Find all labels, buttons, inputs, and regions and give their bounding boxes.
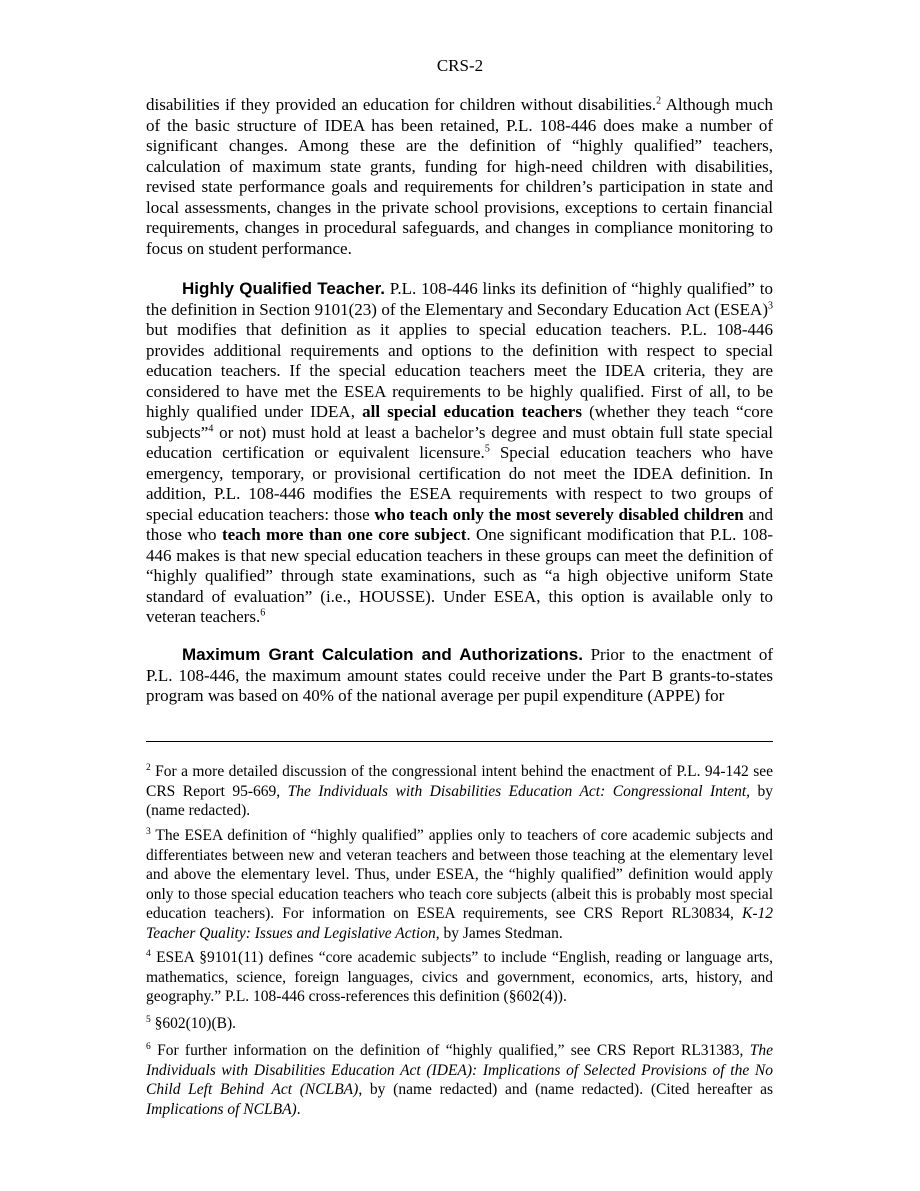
footnote-text: , by James Stedman. [435,924,563,942]
report-title: K-12 Teacher Quality: Issues and Legislative Action [146,905,773,942]
bold-phrase: teach more than one core subject [221,525,467,544]
footnote-number: 5 [146,1014,151,1025]
paragraph-highly-qualified [146,279,773,628]
footnote-4 [146,948,773,1007]
footnote-2 [146,762,773,821]
paragraph-max-grant [146,645,773,707]
para-text: P.L. 108-446 links its definition of “highly qualified” to the definition in Section 9101(23) of the Elementary and Secondary Education Act (ESEA) [146,279,773,319]
footnote-number: 2 [146,762,151,773]
para-text: but modifies that definition as it applies to special education teachers. P.L. 108-446 provides additional requirements and options to the definition with respect to special education teachers. If the special education teachers meet the IDEA criteria, they are considered to have met the ESEA requirements to be highly qualified. First of all, to be highly qualified under IDEA, [146,320,773,421]
para-text: Prior to the enactment of P.L. 108-446, the maximum amount states could receive under the Part B grants-to-states program was based on 40% of the national average per pupil expenditure (APPE) for [146,645,773,705]
footnote-3 [146,826,773,943]
footnote-text: For a more detailed discussion of the congressional intent behind the enactment of P.L. 94-142 see CRS Report 95-669, [146,763,773,800]
report-title: Implications of NCLBA) [146,1100,297,1118]
section-heading-max-grant: Maximum Grant Calculation and Authorizations. [182,645,583,664]
footnote-text: , by (name redacted) and (name redacted). (Cited hereafter as [358,1081,773,1098]
para-text: (whether they teach “core subjects” [146,402,773,442]
footnote-ref-3[interactable]: 3 [768,299,773,311]
footnote-number: 3 [146,826,151,837]
footnote-ref-6[interactable]: 6 [260,607,266,619]
footnote-text: . [296,1100,301,1118]
footnote-text: ESEA §9101(11) defines “core academic subjects” to include “English, reading or language arts, mathematics, science, foreign languages, civics and government, economics, arts, history, and geography.” P.L. 108-446 cross-references this definition (§602(4)). [146,949,773,1005]
bold-phrase: who teach only the most severely disabled children [374,504,744,524]
footnote-6 [146,1041,773,1119]
para-text: Although much of the basic structure of IDEA has been retained, P.L. 108-446 does make a number of significant changes. Among these are the definition of “highly qualified” teachers, calculation of maximum state grants, funding for high-need children with disabilities, revised state performance goals and requirements for children’s participation in state and local assessments, changes in the private school provisions, exceptions to certain financial requirements, changes in procedural safeguards, and changes in compliance monitoring to focus on student performance. [146,95,773,258]
footnote-ref-2[interactable]: 2 [656,95,662,107]
footnote-divider [146,741,773,742]
footnote-text: §602(10)(B). [150,1015,236,1032]
report-title: The Individuals with Disabilities Education Act (IDEA): Implications of Selected Provisions of the No Child Left Behind Act (NCLBA) [146,1042,773,1098]
footnote-number: 4 [146,948,151,959]
paragraph-intro [146,95,773,259]
para-text: or not) must hold at least a bachelor’s degree and must obtain full state special education certification or equivalent licensure. [146,422,773,462]
footnote-5 [146,1014,773,1034]
footnote-text: For further information on the definition of “highly qualified,” see CRS Report RL31383, [150,1042,750,1059]
bold-phrase: all special education teachers [362,402,582,421]
report-title: The Individuals with Disabilities Education Act: Congressional Intent, [287,782,751,800]
para-text: and those who [146,504,774,544]
para-text: disabilities if they provided an education for children without disabilities. [146,95,657,114]
footnote-ref-4[interactable]: 4 [208,422,214,434]
section-heading-highly-qualified: Highly Qualified Teacher. [182,279,385,298]
para-text: Special education teachers who have emergency, temporary, or provisional certification do not meet the IDEA definition. In addition, P.L. 108-446 modifies the ESEA requirements with respect to two groups of special education teachers: those [146,443,774,524]
footnote-ref-5[interactable]: 5 [484,443,490,455]
footnote-text: The ESEA definition of “highly qualified” applies only to teachers of core academic subjects and differentiates between new and veteran teachers and between those teaching at the elementary level and above the elementary level. Thus, under ESEA, the “highly qualified” definition would apply only to those special education teachers who teach core subjects (albeit this is probably most special education teachers). For information on ESEA requirements, see CRS Report RL30834, [146,827,773,922]
page-number: CRS-2 [436,56,484,75]
footnote-text: by (name redacted). [146,782,774,819]
footnote-number: 6 [146,1041,151,1052]
para-text: . One significant modification that P.L. 108-446 makes is that new special education teachers in these groups can meet the definition of “highly qualified” through state examinations, such as “a high objective uniform State standard of evaluation” (i.e., HOUSSE). Under ESEA, this option is available only to veteran teachers. [146,525,773,626]
